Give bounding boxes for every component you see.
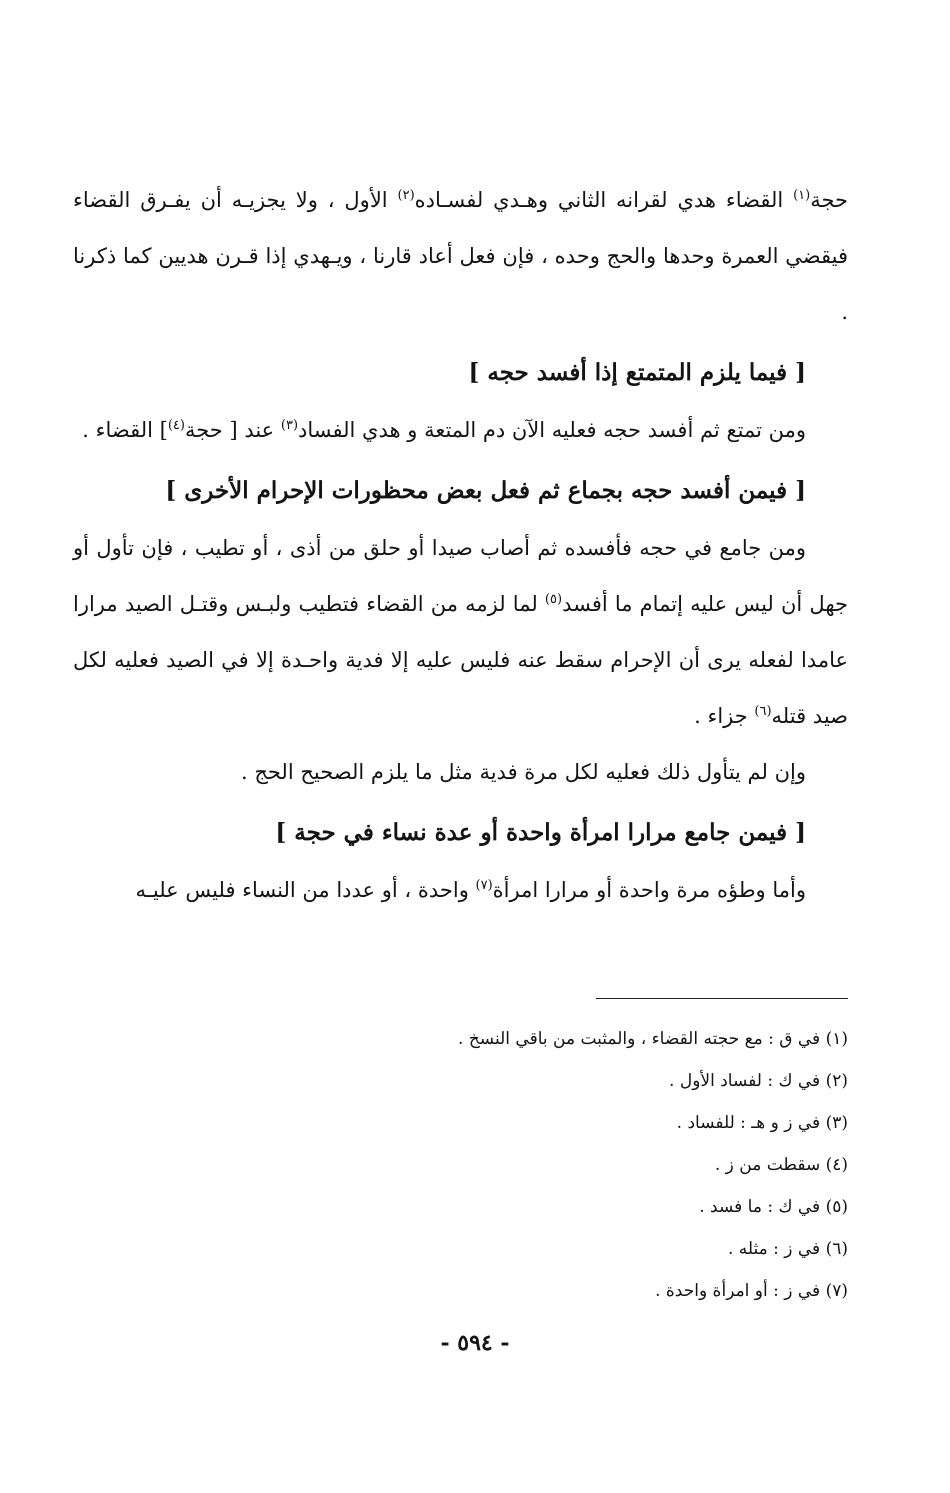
footnote-divider <box>596 998 848 999</box>
footnote-item: (٣) في ز و هـ : للفساد . <box>676 1113 848 1133</box>
main-text <box>73 172 848 918</box>
footnote-ref-7[interactable]: (٧) <box>475 878 493 893</box>
text-span: ] القضاء . <box>82 418 168 442</box>
text-span: عند [ حجة <box>184 418 281 442</box>
text-span: لما لزمه من القضاء فتطيب ولبـس وقتـل الصيد مرارا عامدا لفعله يرى أن الإحرام سقط عنه فليس عليه إلا فدية واحـدة إلا في الصيد فعليه لكل صيد قتله <box>73 592 848 728</box>
text-span: وأما وطؤه مرة واحدة أو مرارا امرأة <box>492 878 806 902</box>
text-span: القضاء هدي لقرانه الثاني وهـدي لفسـاده <box>414 188 794 212</box>
footnote-ref-2[interactable]: (٢) <box>397 188 415 203</box>
footnote-item: (٧) في ز : أو امرأة واحدة . <box>655 1281 848 1301</box>
footnote-ref-6[interactable]: (٦) <box>754 704 772 719</box>
section2-paragraph-2: وإن لم يتأول ذلك فعليه لكل مرة فدية مثل ما يلزم الصحيح الحج . <box>240 760 806 784</box>
text-span: ومن تمتع ثم أفسد حجه فعليه الآن دم المتعة و هدي الفساد <box>298 418 806 442</box>
footnote-item: (٥) في ك : ما فسد . <box>699 1197 848 1217</box>
footnote-ref-1[interactable]: (١) <box>793 188 811 203</box>
footnote-ref-5[interactable]: (٥) <box>544 592 563 607</box>
page-number: - ٥٩٤ - <box>440 1330 510 1356</box>
opening-paragraph <box>73 172 848 340</box>
section3-paragraph <box>73 862 848 918</box>
footnote-item: (١) في ق : مع حجته القضاء ، والمثبت من باقي النسخ . <box>458 1029 848 1049</box>
text-span: حجة <box>810 188 848 212</box>
section-heading-tamattu: [ فيما يلزم المتمتع إذا أفسد حجه ] <box>468 359 806 386</box>
footnote-item: (٢) في ك : لفساد الأول . <box>669 1071 848 1091</box>
section1-paragraph <box>73 402 848 458</box>
text-span: ومن جامع في حجه فأفسده ثم أصاب صيدا أو حلق من أذى ، أو تطيب ، فإن تأول أو جهل أن ليس عليه إتمام ما أفسد <box>73 536 848 616</box>
footnotes-list <box>248 1018 848 1312</box>
footnote-ref-3[interactable]: (٣) <box>280 418 299 433</box>
section-heading-ifsad: [ فيمن أفسد حجه بجماع ثم فعل بعض محظورات الإحرام الأخرى ] <box>165 477 806 504</box>
footnote-item: (٦) في ز : مثله . <box>727 1239 848 1259</box>
text-span: الأول ، ولا يجزيـه أن يفـرق القضاء فيقضي العمرة وحدها والحج وحده ، فإن فعل أعاد قارنا ، ويـهدي إذا قـرن هديين كما ذكرنا . <box>73 188 848 324</box>
section2-paragraph <box>73 520 848 744</box>
text-span: واحدة ، أو عددا من النساء فليس عليـه <box>135 878 476 902</box>
text-span: جزاء . <box>694 704 755 728</box>
section-heading-jima: [ فيمن جامع مرارا امرأة واحدة أو عدة نساء في حجة ] <box>275 819 806 846</box>
footnote-ref-4[interactable]: (٤) <box>167 418 185 433</box>
footnote-item: (٤) سقطت من ز . <box>714 1155 848 1175</box>
